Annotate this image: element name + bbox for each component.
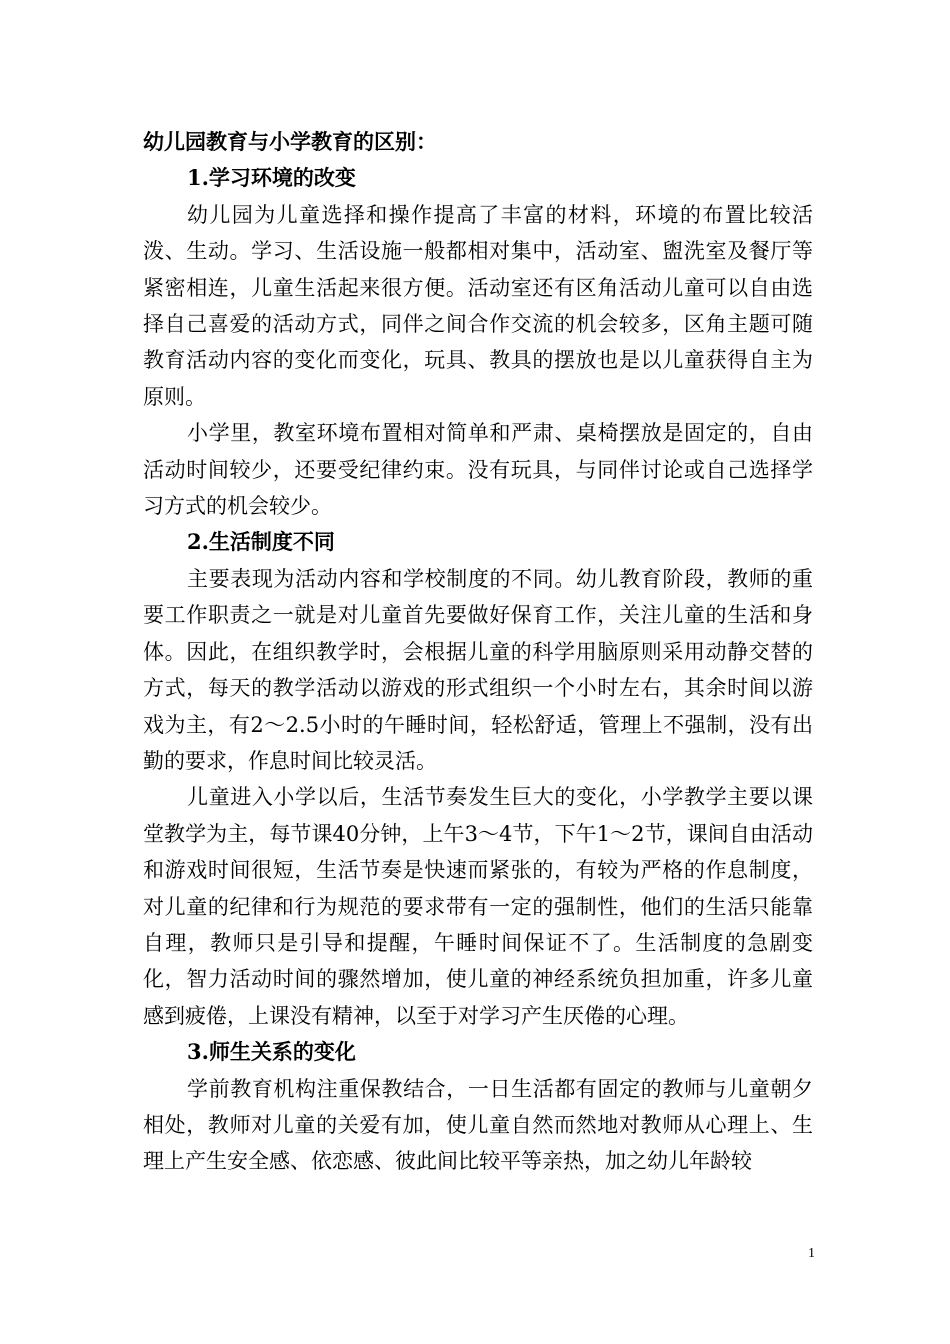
paragraph: 幼儿园为儿童选择和操作提高了丰富的材料，环境的布置比较活泼、生动。学习、生活设施一般都相对集中，活动室、盥洗室及餐厅等紧密相连，儿童生活起来很方便。活动室还有区角活动儿童可以自由选择自己喜爱的活动方式，同伴之间合作交流的机会较多，区角主题可随教育活动内容的变化而变化，玩具、教具的摆放也是以儿童获得自主为原则。 (143, 202, 813, 409)
paragraph: 儿童进入小学以后，生活节奏发生巨大的变化，小学教学主要以课堂教学为主，每节课40分钟，上午3～4节，下午1～2节，课间自由活动和游戏时间很短，生活节奏是快速而紧张的，有较为严格的作息制度，对儿童的纪律和行为规范的要求带有一定的强制性，他们的生活只能靠自理，教师只是引导和提醒，午睡时间保证不了。生活制度的急剧变化，智力活动时间的骤然增加，使儿童的神经系统负担加重，许多儿童感到疲倦，上课没有精神，以至于对学习产生厌倦的心理。 (143, 785, 813, 1028)
page-number: 1 (808, 1246, 815, 1261)
section-heading-1: 1.学习环境的改变 (187, 165, 356, 191)
section-heading-3: 3.师生关系的变化 (187, 1039, 356, 1065)
paragraph: 主要表现为活动内容和学校制度的不同。幼儿教育阶段，教师的重要工作职责之一就是对儿童首先要做好保育工作，关注儿童的生活和身体。因此，在组织教学时，会根据儿童的科学用脑原则采用动静交替的方式，每天的教学活动以游戏的形式组织一个小时左右，其余时间以游戏为主，有2～2.5小时的午睡时间，轻松舒适，管理上不强制，没有出勤的要求，作息时间比较灵活。 (143, 566, 813, 773)
document-body (143, 124, 813, 1180)
document-title: 幼儿园教育与小学教育的区别： (143, 129, 437, 154)
section-heading-2: 2.生活制度不同 (187, 529, 335, 555)
paragraph: 学前教育机构注重保教结合，一日生活都有固定的教师与儿童朝夕相处，教师对儿童的关爱有加，使儿童自然而然地对教师从心理上、生理上产生安全感、依恋感、彼此间比较平等亲热，加之幼儿年龄较 (143, 1076, 813, 1174)
paragraph: 小学里，教室环境布置相对简单和严肃、桌椅摆放是固定的，自由活动时间较少，还要受纪律约束。没有玩具，与同伴讨论或自己选择学习方式的机会较少。 (143, 421, 813, 519)
